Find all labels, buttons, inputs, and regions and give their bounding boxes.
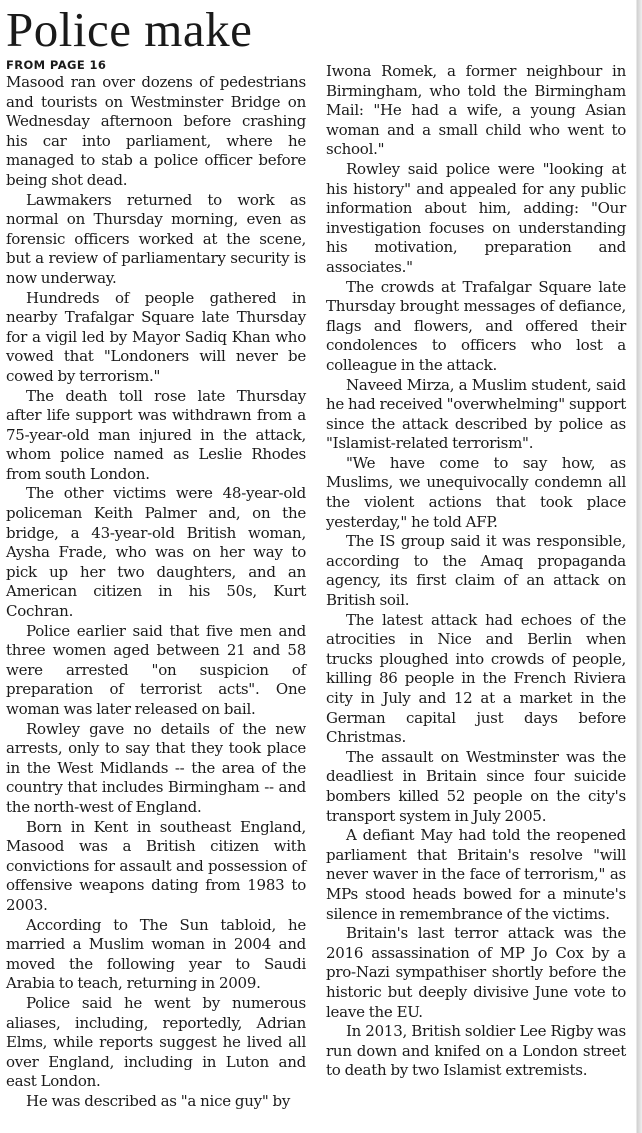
headline: Police make (6, 2, 253, 57)
paragraph: Born in Kent in southeast England, Masood was a British citizen with convictions for assault and possession of offensive weapons dating from 1983 to 2003. (6, 817, 306, 914)
paragraph: Hundreds of people gathered in nearby Trafalgar Square late Thursday for a vigil led by Mayor Sadiq Khan who vowed that "Londoners will never be cowed by terrorism." (6, 288, 306, 385)
paragraph: Police earlier said that five men and three women aged between 21 and 58 were arrested "on suspicion of preparation of terrorist acts". One woman was later released on bail. (6, 621, 306, 718)
paragraph: He was described as "a nice guy" by (26, 1091, 291, 1110)
page-edge-shadow (632, 0, 642, 1133)
paragraph: The other victims were 48-year-old policeman Keith Palmer and, on the bridge, a 43-year-old British woman, Aysha Frade, who was on her way to pick up her two daughters, and an American citizen in his 50s, Kurt Cochran. (6, 484, 306, 621)
paragraph: Masood ran over dozens of pedestrians and tourists on Westminster Bridge on Wednesday afternoon before crashing his car into parliament, where he managed to stab a police officer before being shot dead. (6, 73, 306, 189)
article-column-right (326, 62, 626, 1081)
paragraph: In 2013, British soldier Lee Rigby was run down and knifed on a London street to death by two Islamist extremists. (326, 1022, 626, 1080)
paragraph: According to The Sun tabloid, he married a Muslim woman in 2004 and moved the following year to Saudi Arabia to teach, returning in 2009. (6, 915, 306, 993)
paragraph: The assault on Westminster was the deadliest in Britain since four suicide bombers killed 52 people on the city's transport system in July 2005. (326, 747, 626, 825)
paragraph-continuation: Iwona Romek, a former neighbour in Birmingham, who told the Birmingham Mail: "He had a wife, a young Asian woman and a small child who went to school." (326, 62, 626, 159)
paragraph: Lawmakers returned to work as normal on Thursday morning, even as forensic officers worked at the scene, but a review of parliamentary security is now underway. (6, 190, 306, 287)
paragraph: Naveed Mirza, a Muslim student, said he had received "overwhelming" support since the attack described by police as "Islamist-related terrorism". (326, 375, 626, 453)
article-column-left (6, 58, 306, 1111)
paragraph: The crowds at Trafalgar Square late Thursday brought messages of defiance, flags and flowers, and offered their condolences to officers who lost a colleague in the attack. (326, 277, 626, 374)
paragraph: A defiant May had told the reopened parliament that Britain's resolve "will never waver in the face of terrorism," as MPs stood heads bowed for a minute's silence in remembrance of the victims. (326, 826, 626, 923)
paragraph: "We have come to say how, as Muslims, we unequivocally condemn all the violent actions that took place yesterday," he told AFP. (326, 453, 626, 531)
paragraph: The death toll rose late Thursday after life support was withdrawn from a 75-year-old man injured in the attack, whom police named as Leslie Rhodes from south London. (6, 386, 306, 483)
paragraph: The IS group said it was responsible, according to the Amaq propaganda agency, its first claim of an attack on British soil. (326, 532, 626, 610)
paragraph: Rowley said police were "looking at his history" and appealed for any public information about him, adding: "Our investigation focuses on understanding his motivation, preparation and associates." (326, 159, 626, 276)
paragraph: Britain's last terror attack was the 2016 assassination of MP Jo Cox by a pro-Nazi sympathiser shortly before the historic but deeply divisive June vote to leave the EU. (326, 924, 626, 1021)
paragraph: Rowley gave no details of the new arrests, only to say that they took place in the West Midlands -- the area of the country that includes Birmingham -- and the north-west of England. (6, 719, 306, 816)
paragraph: The latest attack had echoes of the atrocities in Nice and Berlin when trucks ploughed into crowds of people, killing 86 people in the French Riviera city in July and 12 at a market in the German capital just days before Christmas. (326, 610, 626, 747)
paragraph: Police said he went by numerous aliases, including, reportedly, Adrian Elms, while reports suggest he lived all over England, including in Luton and east London. (6, 993, 306, 1091)
continuation-kicker: FROM PAGE 16 (6, 58, 107, 72)
